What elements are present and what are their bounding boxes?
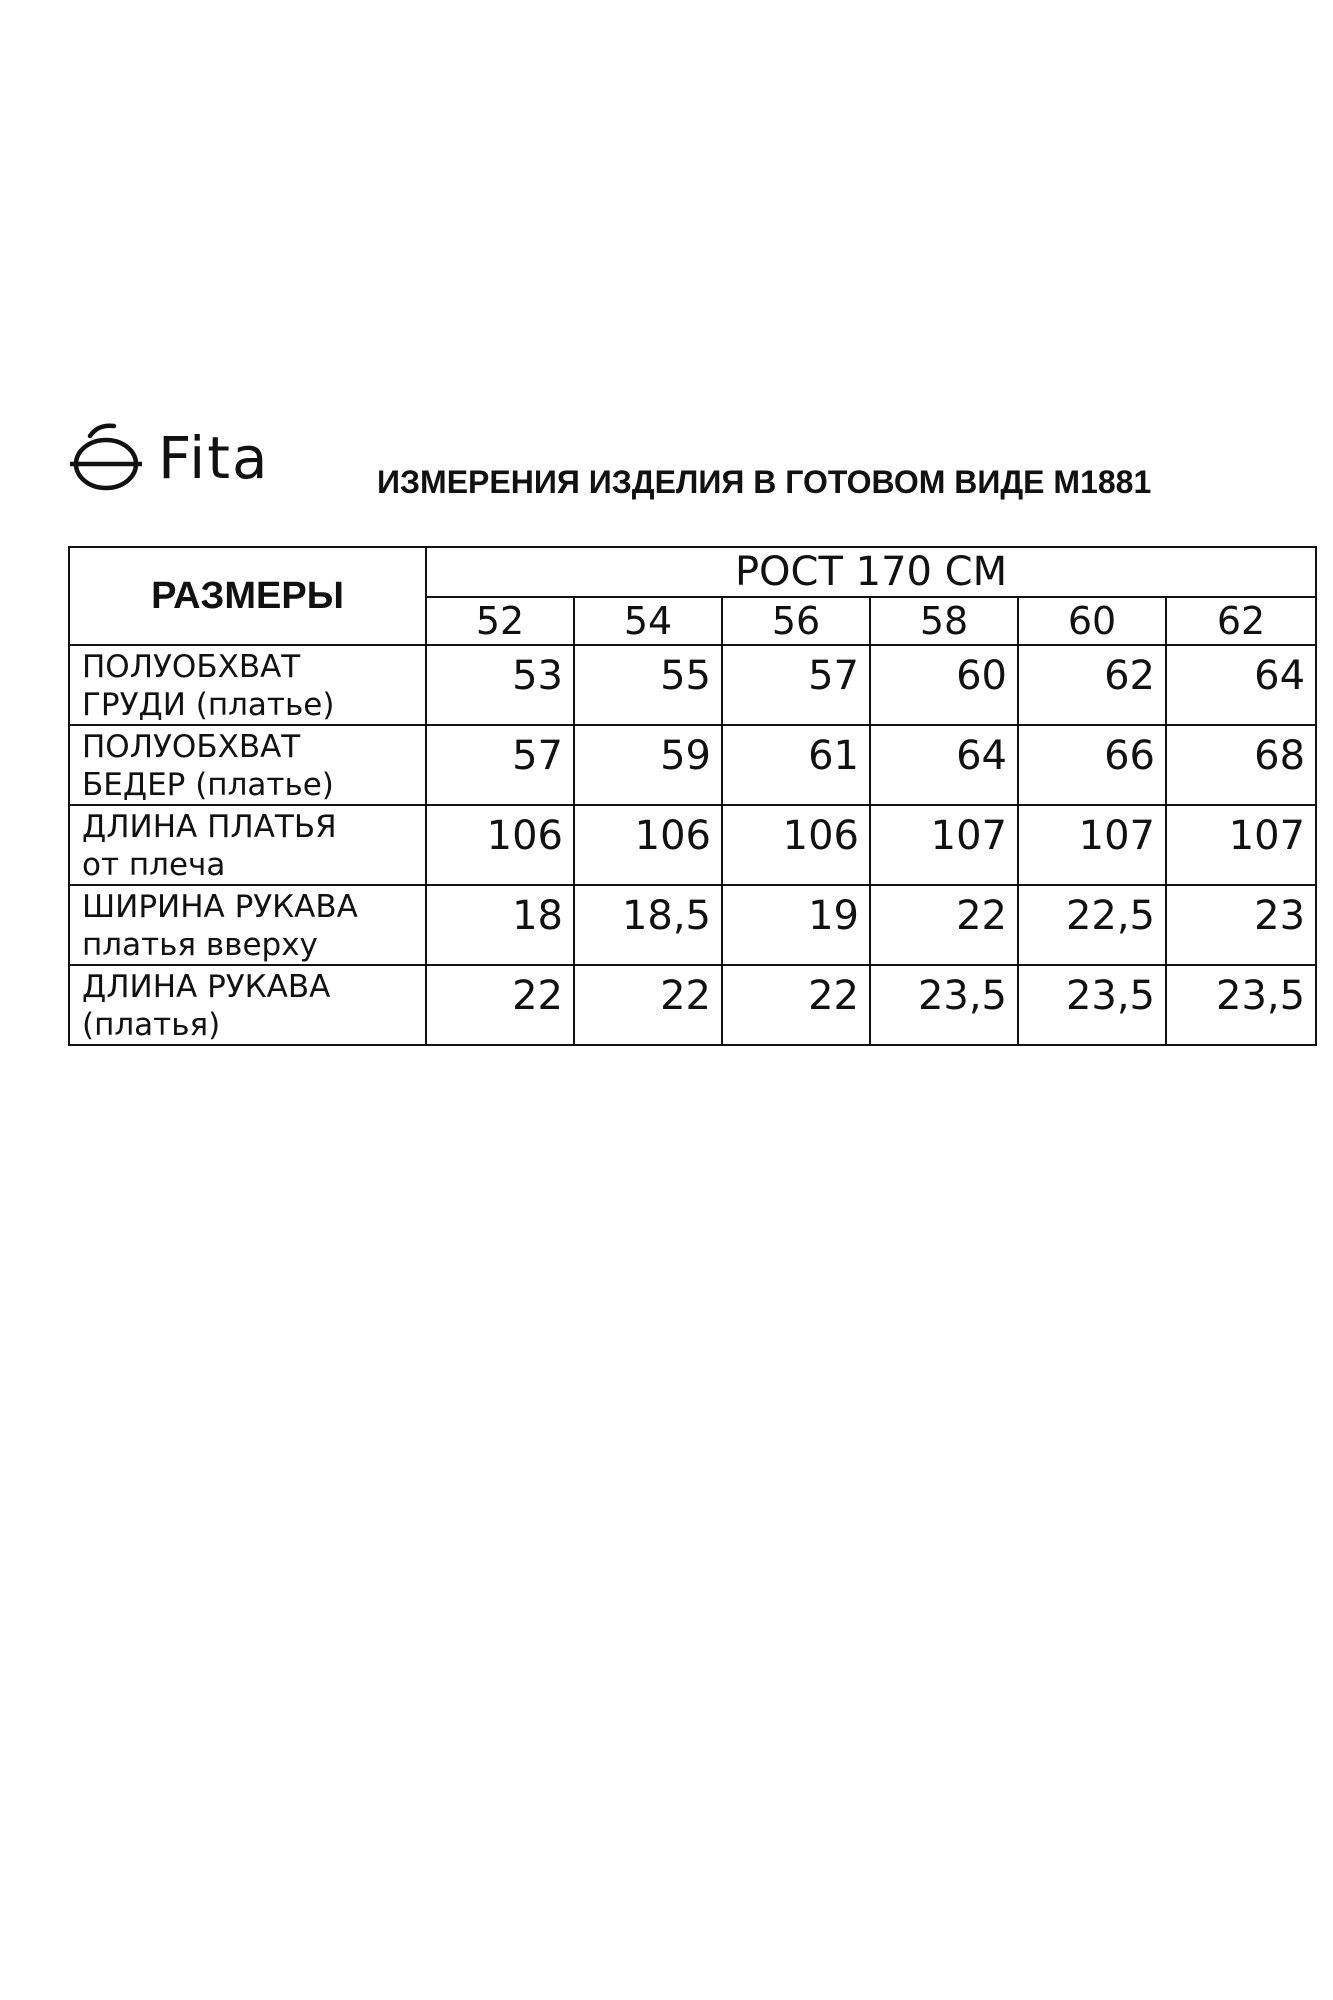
size-header-cell: 56: [722, 597, 870, 645]
value-cell: 55: [574, 645, 722, 725]
value-cell: 106: [574, 805, 722, 885]
value-cell: 22: [426, 965, 574, 1045]
value-cell: 107: [1166, 805, 1316, 885]
size-header-cell: 60: [1018, 597, 1166, 645]
size-chart-table: [68, 546, 1317, 1046]
header-row: [69, 547, 1316, 597]
row-label-line1: ДЛИНА РУКАВА: [82, 969, 331, 1005]
row-label-line2: ГРУДИ (платье): [82, 687, 335, 723]
value-cell: 106: [426, 805, 574, 885]
size-header-cell: 52: [426, 597, 574, 645]
row-label-line2: платья вверху: [82, 927, 318, 963]
value-cell: 107: [1018, 805, 1166, 885]
value-cell: 18,5: [574, 885, 722, 965]
value-cell: 62: [1018, 645, 1166, 725]
size-header-cell: 58: [870, 597, 1018, 645]
value-cell: 19: [722, 885, 870, 965]
value-cell: 23: [1166, 885, 1316, 965]
value-cell: 61: [722, 725, 870, 805]
table-row: [69, 965, 1316, 1045]
row-label-line2: (платья): [82, 1007, 221, 1043]
value-cell: 68: [1166, 725, 1316, 805]
row-label-line1: ДЛИНА ПЛАТЬЯ: [82, 809, 337, 845]
value-cell: 53: [426, 645, 574, 725]
row-label-line1: ПОЛУОБХВАТ: [82, 729, 301, 765]
table-row: [69, 725, 1316, 805]
height-header: РОСТ 170 СМ: [426, 547, 1316, 597]
row-label-line1: ШИРИНА РУКАВА: [82, 889, 358, 925]
row-label-line2: от плеча: [82, 847, 226, 883]
fita-logo-icon: [68, 422, 144, 494]
value-cell: 23,5: [1018, 965, 1166, 1045]
table-row: [69, 885, 1316, 965]
table-row: [69, 645, 1316, 725]
row-label: [69, 885, 426, 965]
value-cell: 64: [1166, 645, 1316, 725]
value-cell: 23,5: [1166, 965, 1316, 1045]
brand-name: Fita: [158, 424, 270, 492]
value-cell: 60: [870, 645, 1018, 725]
size-header-cell: 54: [574, 597, 722, 645]
value-cell: 57: [722, 645, 870, 725]
document-title: ИЗМЕРЕНИЯ ИЗДЕЛИЯ В ГОТОВОМ ВИДЕ М1881: [377, 464, 1152, 500]
value-cell: 22: [722, 965, 870, 1045]
value-cell: 106: [722, 805, 870, 885]
sizes-header: РАЗМЕРЫ: [69, 547, 426, 645]
size-header-cell: 62: [1166, 597, 1316, 645]
row-label: [69, 645, 426, 725]
value-cell: 107: [870, 805, 1018, 885]
value-cell: 57: [426, 725, 574, 805]
value-cell: 23,5: [870, 965, 1018, 1045]
value-cell: 59: [574, 725, 722, 805]
row-label: [69, 805, 426, 885]
row-label-line1: ПОЛУОБХВАТ: [82, 649, 301, 685]
row-label-line2: БЕДЕР (платье): [82, 767, 334, 803]
row-label: [69, 965, 426, 1045]
value-cell: 22,5: [1018, 885, 1166, 965]
value-cell: 22: [870, 885, 1018, 965]
value-cell: 66: [1018, 725, 1166, 805]
value-cell: 18: [426, 885, 574, 965]
table-row: [69, 805, 1316, 885]
value-cell: 64: [870, 725, 1018, 805]
value-cell: 22: [574, 965, 722, 1045]
row-label: [69, 725, 426, 805]
brand-logo: [68, 422, 270, 494]
